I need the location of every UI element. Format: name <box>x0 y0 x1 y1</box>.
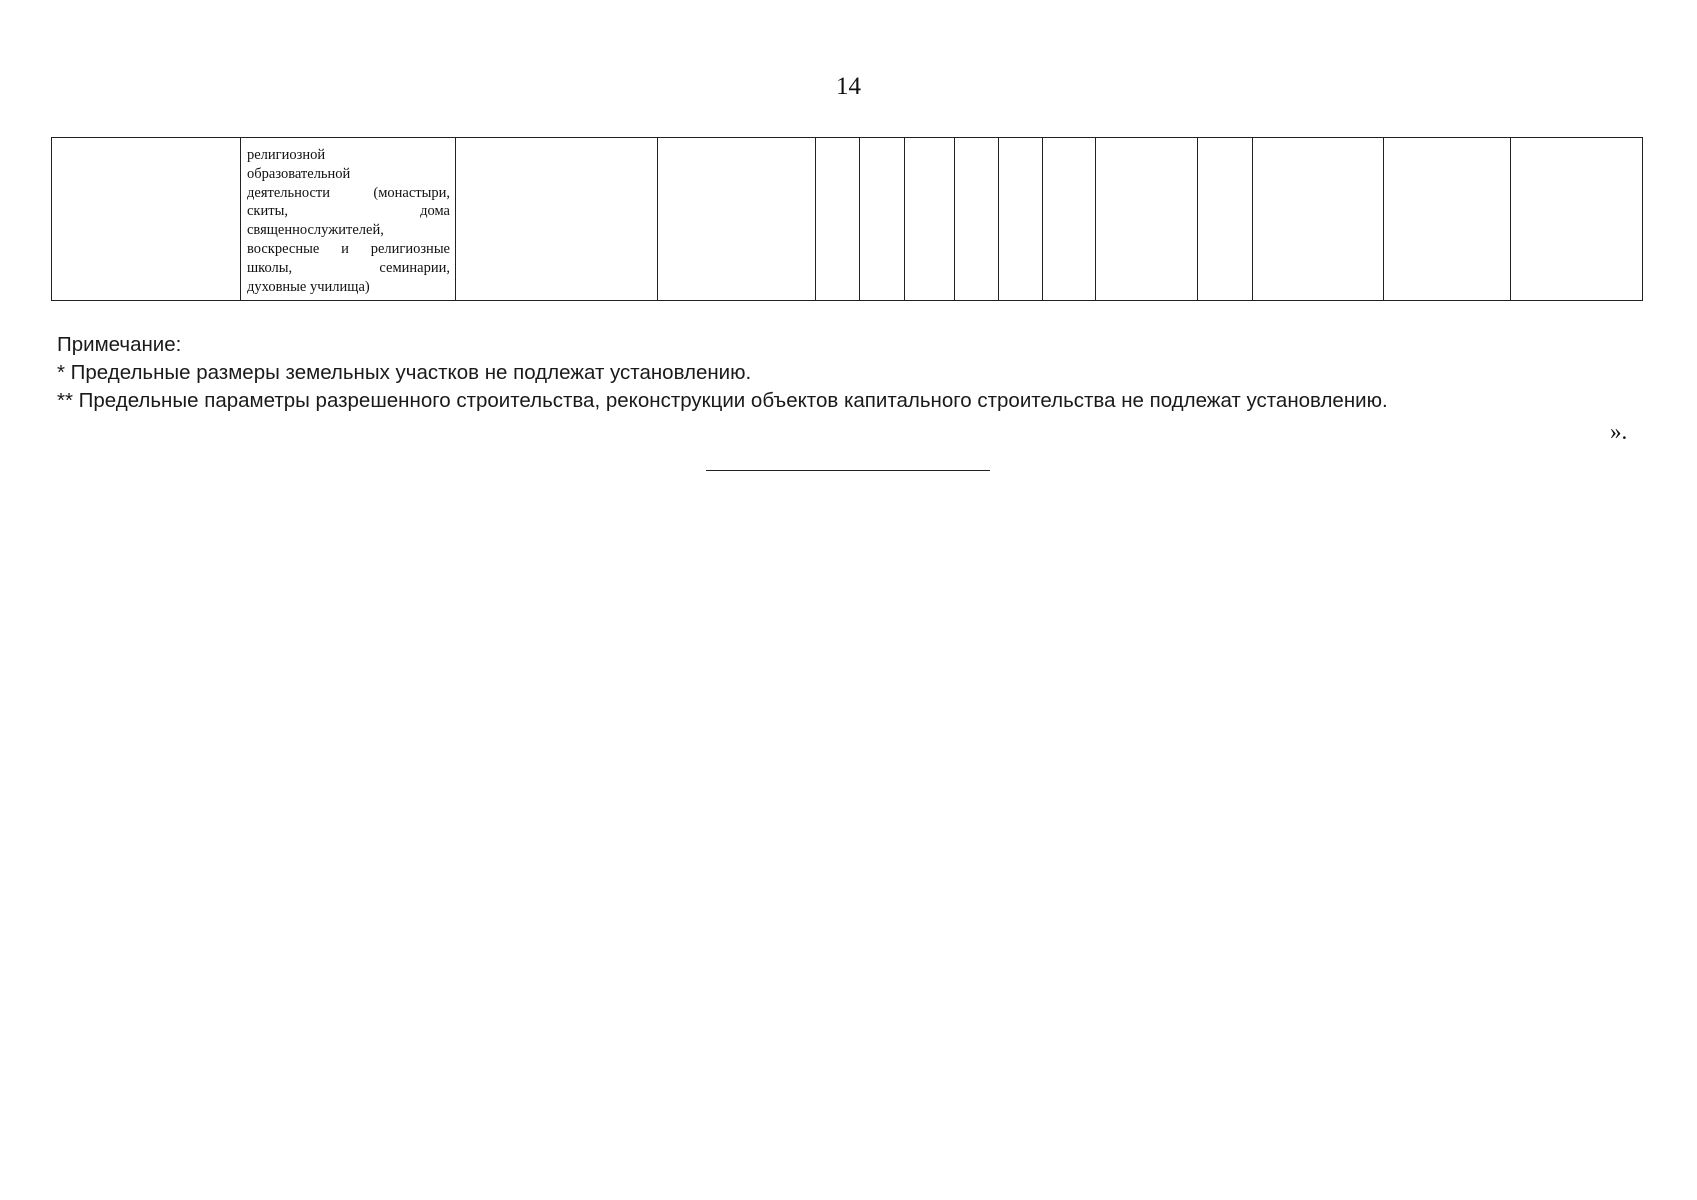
land-use-table <box>51 137 1643 301</box>
table-cell <box>1096 138 1198 301</box>
description-line: священнослужителей, <box>247 222 384 239</box>
separator-line <box>706 470 990 471</box>
table-cell <box>1043 138 1096 301</box>
table-cell <box>905 138 955 301</box>
description-line: школы, семинарии, <box>247 259 450 276</box>
page-number: 14 <box>836 73 861 100</box>
description-line: образовательной <box>247 165 351 182</box>
table-cell-description <box>241 138 456 301</box>
use-description <box>241 138 455 296</box>
notes-heading: Примечание: <box>57 333 182 356</box>
description-line: воскресные и религиозные <box>247 240 450 257</box>
notes-block <box>57 331 1388 415</box>
table-cell <box>955 138 999 301</box>
note-construction-parameters: ** Предельные параметры разрешенного строительства, реконструкции объектов капитального строительства не подлежат установлению. <box>57 389 1388 412</box>
table-cell <box>999 138 1043 301</box>
note-land-plot-sizes: * Предельные размеры земельных участков не подлежат установлению. <box>57 361 752 384</box>
table-cell <box>1511 138 1643 301</box>
description-line: религиозной <box>247 147 326 163</box>
description-line: духовные училища) <box>247 278 370 295</box>
table-cell-code <box>52 138 241 301</box>
table-cell <box>1198 138 1253 301</box>
table-cell <box>1384 138 1511 301</box>
table-cell <box>1253 138 1384 301</box>
table-cell <box>860 138 905 301</box>
description-line: деятельности (монастыри, <box>247 184 450 201</box>
table-cell <box>456 138 658 301</box>
table-cell <box>658 138 816 301</box>
table-cell <box>816 138 860 301</box>
table-row <box>52 138 1643 301</box>
closing-quote: ». <box>1610 419 1628 444</box>
description-line: скиты, дома <box>247 203 450 220</box>
